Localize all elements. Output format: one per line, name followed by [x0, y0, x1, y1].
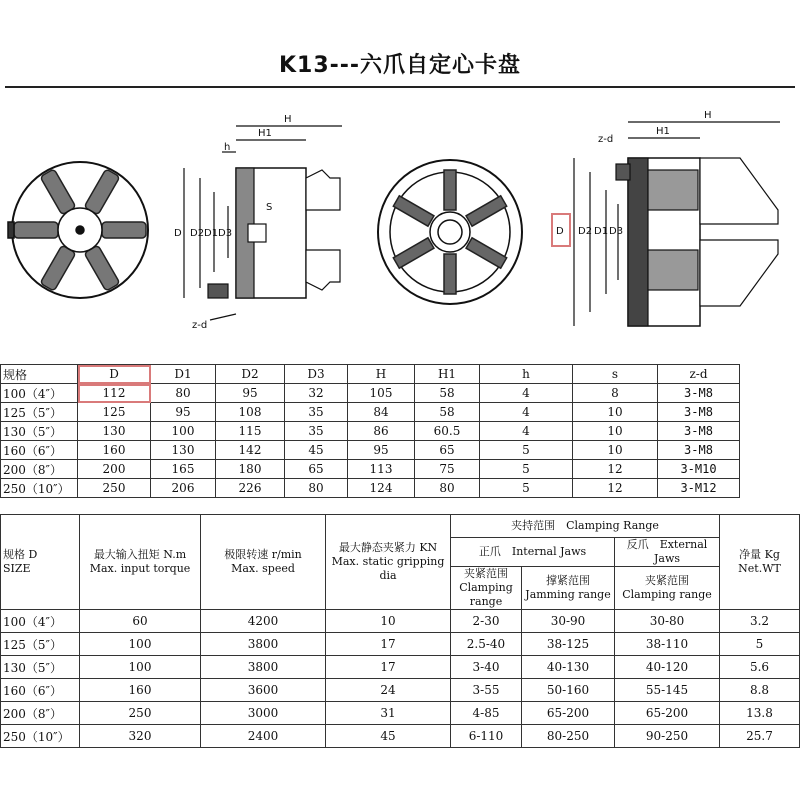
table-cell: 12 [573, 479, 658, 498]
table-cell: 50-160 [522, 679, 615, 702]
table-cell: 60 [80, 610, 201, 633]
col-header-H: H [348, 365, 415, 384]
table-cell: 95 [151, 403, 216, 422]
dimensions-table-row [1, 479, 740, 498]
table-cell: 113 [348, 460, 415, 479]
table-cell: 10 [573, 403, 658, 422]
table-cell: 45 [285, 441, 348, 460]
col-header-D: D [78, 365, 151, 384]
force-header-en: Max. static gripping dia [331, 555, 445, 582]
external-jaws-header: 反爪 External Jaws [615, 538, 720, 567]
table-cell: 5.6 [720, 656, 800, 679]
table-cell: 112 [78, 384, 151, 403]
dim-H1-label-right: H1 [656, 126, 670, 137]
torque-header-cn: 最大输入扭矩 N.m [93, 548, 187, 561]
table-cell: 124 [348, 479, 415, 498]
table-cell: 165 [151, 460, 216, 479]
table-cell: 95 [216, 384, 285, 403]
weight-header-cn: 净量 Kg [739, 548, 780, 561]
table-cell: 180 [216, 460, 285, 479]
dim-D-label: D [174, 228, 182, 239]
jamming-sub-en: Jamming range [525, 588, 611, 601]
table-cell: 2.5-40 [451, 633, 522, 656]
ext-clamping-subheader [615, 567, 720, 610]
table-cell: 32 [285, 384, 348, 403]
table-cell: 3800 [201, 633, 326, 656]
performance-table-row [1, 656, 800, 679]
table-cell: 160（6″） [1, 441, 78, 460]
table-cell: 17 [326, 633, 451, 656]
table-cell: 3-M8 [658, 422, 740, 441]
table-cell: 250 [78, 479, 151, 498]
table-cell: 60.5 [415, 422, 480, 441]
performance-table [0, 514, 800, 748]
table-cell: 10 [573, 441, 658, 460]
table-cell: 3800 [201, 656, 326, 679]
table-cell: 100 [80, 656, 201, 679]
col-header-D1: D1 [151, 365, 216, 384]
table-cell: 65 [415, 441, 480, 460]
table-cell: 2-30 [451, 610, 522, 633]
table-cell: 200（8″） [1, 460, 78, 479]
table-cell: 3-M8 [658, 384, 740, 403]
table-cell: 13.8 [720, 702, 800, 725]
table-cell: 80 [415, 479, 480, 498]
table-cell: 130 [78, 422, 151, 441]
jaw-shape [40, 245, 76, 291]
jaw-shape [14, 222, 58, 238]
dim-D2-label-right: D2 [578, 226, 593, 237]
jaw-slot-shape [444, 254, 456, 294]
table-cell: 125（5″） [1, 633, 80, 656]
dimensions-table-row [1, 460, 740, 479]
jaw-shape [84, 245, 120, 291]
table-cell: 100 [80, 633, 201, 656]
title-underline [5, 86, 795, 88]
ext-clamping-sub-cn: 夹紧范围 [645, 574, 689, 587]
table-cell: 24 [326, 679, 451, 702]
table-cell: 80 [285, 479, 348, 498]
table-cell: 65-200 [522, 702, 615, 725]
table-cell: 3-M12 [658, 479, 740, 498]
table-cell: 5 [720, 633, 800, 656]
table-cell: 65-200 [615, 702, 720, 725]
jaw-slot-shape [444, 170, 456, 210]
dim-S-label: S [266, 202, 273, 213]
table-cell: 3-M8 [658, 441, 740, 460]
table-cell: 45 [326, 725, 451, 748]
table-cell: 200 [78, 460, 151, 479]
col-header-zd: z-d [658, 365, 740, 384]
size-header-en: SIZE [3, 562, 31, 575]
table-cell: 10 [326, 610, 451, 633]
section-view-drawing [552, 122, 780, 326]
col-header-size: 规格 [1, 365, 78, 384]
table-cell: 3-40 [451, 656, 522, 679]
table-cell: 4-85 [451, 702, 522, 725]
table-cell: 160 [78, 441, 151, 460]
internal-jaws-header: 正爪 Internal Jaws [451, 538, 615, 567]
clamping-sub-en: Clamping range [459, 581, 513, 608]
table-cell: 4 [480, 422, 573, 441]
table-cell: 84 [348, 403, 415, 422]
table-cell: 80-250 [522, 725, 615, 748]
table-cell: 58 [415, 403, 480, 422]
front-view-drawing [8, 162, 148, 298]
dim-H-label: H [284, 114, 292, 125]
table-cell: 125 [78, 403, 151, 422]
weight-header [720, 515, 800, 610]
table-cell: 4 [480, 403, 573, 422]
performance-table-row [1, 633, 800, 656]
dim-D3-label: D3 [218, 228, 233, 239]
table-cell: 3-M10 [658, 460, 740, 479]
table-cell: 5 [480, 460, 573, 479]
dim-zd-label-right: z-d [598, 134, 614, 145]
table-cell: 12 [573, 460, 658, 479]
jaw-slot-shape [466, 196, 507, 226]
table-cell: 3.2 [720, 610, 800, 633]
jaw-slot-shape [393, 238, 434, 268]
table-cell: 40-130 [522, 656, 615, 679]
table-cell: 3-M8 [658, 403, 740, 422]
torque-header-en: Max. input torque [89, 562, 191, 575]
table-cell: 206 [151, 479, 216, 498]
table-cell: 30-80 [615, 610, 720, 633]
table-cell: 226 [216, 479, 285, 498]
table-cell: 3000 [201, 702, 326, 725]
table-cell: 31 [326, 702, 451, 725]
dim-D-label-right: D [556, 226, 564, 237]
table-cell: 200（8″） [1, 702, 80, 725]
table-cell: 10 [573, 422, 658, 441]
dimensions-table-row [1, 403, 740, 422]
col-header-H1: H1 [415, 365, 480, 384]
table-cell: 4200 [201, 610, 326, 633]
dimensions-table-row [1, 441, 740, 460]
table-cell: 3-55 [451, 679, 522, 702]
table-cell: 30-90 [522, 610, 615, 633]
jaw-slot-shape [466, 238, 507, 268]
jaw-shape [40, 169, 76, 215]
size-header [1, 515, 80, 610]
table-cell: 86 [348, 422, 415, 441]
col-header-D3: D3 [285, 365, 348, 384]
table-cell: 8.8 [720, 679, 800, 702]
dim-D1-label-right: D1 [594, 226, 609, 237]
table-cell: 35 [285, 422, 348, 441]
table-cell: 75 [415, 460, 480, 479]
table-cell: 142 [216, 441, 285, 460]
clamping-subheader [451, 567, 522, 610]
clamping-range-header: 夹持范围 Clamping Range [451, 515, 720, 538]
ext-clamping-sub-en: Clamping range [622, 588, 712, 601]
performance-table-row [1, 725, 800, 748]
force-header [326, 515, 451, 610]
speed-header [201, 515, 326, 610]
table-cell: 320 [80, 725, 201, 748]
table-cell: 38-125 [522, 633, 615, 656]
table-cell: 40-120 [615, 656, 720, 679]
weight-header-en: Net.WT [738, 562, 781, 575]
jamming-sub-cn: 撑紧范围 [546, 574, 590, 587]
table-cell: 115 [216, 422, 285, 441]
table-cell: 58 [415, 384, 480, 403]
dim-zd-label: z-d [192, 320, 208, 331]
dimensions-table-header-row [1, 365, 740, 384]
table-cell: 5 [480, 479, 573, 498]
performance-table-row [1, 702, 800, 725]
table-cell: 95 [348, 441, 415, 460]
dim-h-label: h [224, 142, 231, 153]
dim-D3-label-right: D3 [609, 226, 624, 237]
technical-drawings [0, 100, 800, 360]
rear-view-drawing [378, 160, 522, 304]
dim-H1-label: H1 [258, 128, 272, 139]
table-cell: 160 [80, 679, 201, 702]
col-header-s: s [573, 365, 658, 384]
table-cell: 2400 [201, 725, 326, 748]
table-cell: 4 [480, 384, 573, 403]
size-header-cn: 规格 D [3, 548, 38, 561]
torque-header [80, 515, 201, 610]
table-cell: 250（10″） [1, 479, 78, 498]
speed-header-cn: 极限转速 r/min [224, 548, 302, 561]
side-view-drawing [184, 126, 342, 320]
table-cell: 6-110 [451, 725, 522, 748]
table-cell: 100（4″） [1, 610, 80, 633]
table-cell: 65 [285, 460, 348, 479]
speed-header-en: Max. speed [231, 562, 295, 575]
col-header-h: h [480, 365, 573, 384]
table-cell: 3600 [201, 679, 326, 702]
jaw-slot-shape [393, 196, 434, 226]
dimensions-table [0, 364, 740, 498]
table-cell: 100 [151, 422, 216, 441]
dimensions-table-row [1, 422, 740, 441]
dim-D2-label: D2 [190, 228, 205, 239]
table-cell: 250（10″） [1, 725, 80, 748]
jaw-shape [102, 222, 146, 238]
table-cell: 108 [216, 403, 285, 422]
table-cell: 17 [326, 656, 451, 679]
table-cell: 100（4″） [1, 384, 78, 403]
dimensions-table-row [1, 384, 740, 403]
performance-table-row [1, 610, 800, 633]
table-cell: 5 [480, 441, 573, 460]
dim-D1-label: D1 [204, 228, 219, 239]
force-header-cn: 最大静态夹紧力 KN [338, 541, 438, 554]
col-header-D2: D2 [216, 365, 285, 384]
page-title: K13---六爪自定心卡盘 [278, 53, 522, 78]
table-cell: 80 [151, 384, 216, 403]
table-cell: 130（5″） [1, 422, 78, 441]
table-cell: 35 [285, 403, 348, 422]
table-cell: 25.7 [720, 725, 800, 748]
table-cell: 90-250 [615, 725, 720, 748]
performance-table-row [1, 679, 800, 702]
table-cell: 55-145 [615, 679, 720, 702]
dim-H-label-right: H [704, 110, 712, 121]
table-cell: 105 [348, 384, 415, 403]
jamming-subheader [522, 567, 615, 610]
table-cell: 250 [80, 702, 201, 725]
table-cell: 125（5″） [1, 403, 78, 422]
table-cell: 38-110 [615, 633, 720, 656]
clamping-sub-cn: 夹紧范围 [464, 567, 508, 580]
table-cell: 130 [151, 441, 216, 460]
table-cell: 8 [573, 384, 658, 403]
table-cell: 160（6″） [1, 679, 80, 702]
table-cell: 130（5″） [1, 656, 80, 679]
jaw-shape [84, 169, 120, 215]
